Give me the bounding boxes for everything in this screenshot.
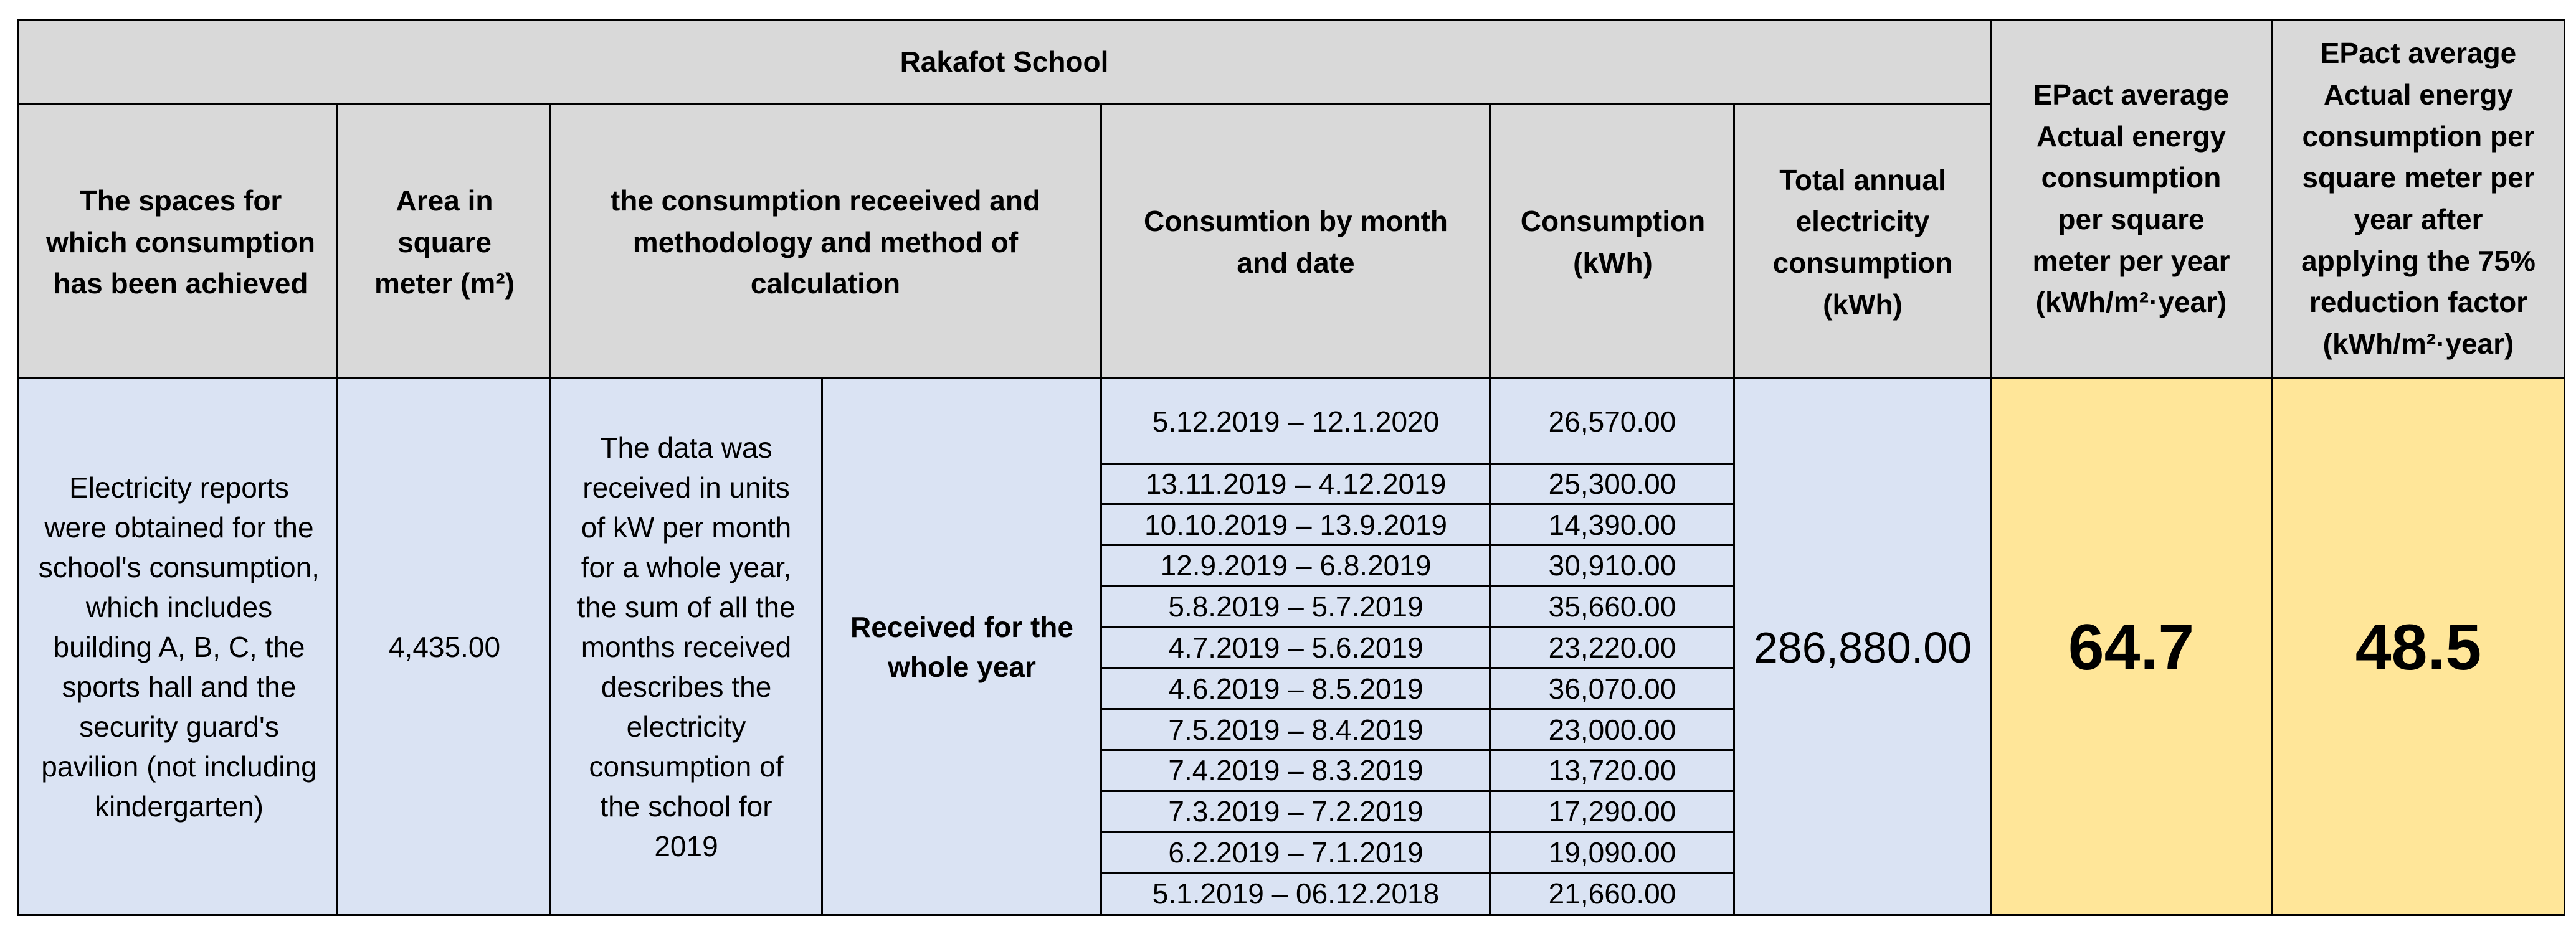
month-kwh: 17,290.00: [1548, 795, 1676, 828]
month-period: 4.6.2019 – 8.5.2019: [1168, 672, 1423, 705]
school-name: Rakafot School: [19, 19, 1990, 105]
month-period: 10.10.2019 – 13.9.2019: [1144, 508, 1447, 541]
month-period: 5.1.2019 – 06.12.2018: [1152, 877, 1440, 910]
month-kwh: 13,720.00: [1548, 754, 1676, 787]
month-period: 4.7.2019 – 5.6.2019: [1168, 631, 1423, 664]
border-methodology-split: [821, 377, 823, 916]
month-kwh: 25,300.00: [1548, 467, 1676, 500]
border-right: [2564, 19, 2565, 916]
border-after-spaces: [336, 103, 338, 916]
border-under-header: [17, 377, 2565, 379]
border-epact-split: [2271, 19, 2273, 916]
border-under-title: [17, 103, 1992, 105]
month-kwh: 35,660.00: [1548, 590, 1676, 623]
border-left: [17, 19, 19, 916]
month-kwh: 26,570.00: [1548, 405, 1676, 438]
header-area: Area in square meter (m²): [340, 106, 549, 379]
month-period: 5.8.2019 – 5.7.2019: [1168, 590, 1423, 623]
header-by-month: Consumtion by month and date: [1103, 106, 1489, 379]
epact-reduced-value: 48.5: [2355, 611, 2482, 684]
month-period: 6.2.2019 – 7.1.2019: [1168, 836, 1423, 869]
month-period: 7.5.2019 – 8.4.2019: [1168, 713, 1423, 746]
month-kwh: 19,090.00: [1548, 836, 1676, 869]
spaces-description: Electricity reports were obtained for the school's consumption, which includes building A, B, C, the sports hall and the security guard's pavilion (not including kindergarten): [38, 471, 320, 823]
month-kwh: 30,910.00: [1548, 549, 1676, 582]
month-kwh: 21,660.00: [1548, 877, 1676, 910]
total-annual-value: 286,880.00: [1753, 623, 1972, 672]
received-label: Received for the whole year: [850, 611, 1073, 683]
border-after-period: [1489, 103, 1491, 916]
methodology-text: The data was received in units of kW per month for a whole year, the sum of all the months received describes the electricity consumption of the school for 2019: [577, 432, 796, 862]
border-after-methodology: [1100, 103, 1102, 916]
border-after-kwh: [1733, 103, 1735, 916]
month-period: 12.9.2019 – 6.8.2019: [1160, 549, 1432, 582]
month-kwh: 36,070.00: [1548, 672, 1676, 705]
epact-average-value: 64.7: [2068, 611, 2195, 684]
border-top: [17, 19, 2565, 21]
border-after-total: [1990, 19, 1992, 916]
header-spaces: The spaces for which consumption has been achieved: [25, 106, 336, 379]
header-consumption-received: the consumption receeived and methodology and method of calculation: [551, 106, 1100, 379]
month-period: 7.4.2019 – 8.3.2019: [1168, 754, 1423, 787]
month-period: 13.11.2019 – 4.12.2019: [1145, 467, 1447, 500]
header-consumption-kwh: Consumption (kWh): [1491, 106, 1734, 379]
border-after-area: [549, 103, 551, 916]
header-epact-reduced: EPact average Actual energy consumption per square meter per year after applying the 75% reduction factor (kWh/m²·year): [2273, 19, 2564, 379]
month-kwh: 14,390.00: [1548, 508, 1676, 541]
month-period: 5.12.2019 – 12.1.2020: [1152, 405, 1440, 438]
area-value: 4,435.00: [388, 631, 501, 664]
header-epact-average: EPact average Actual energy consumption per square meter per year (kWh/m²·year): [1991, 19, 2271, 379]
month-kwh: 23,220.00: [1548, 631, 1676, 664]
header-total-annual: Total annual electricity consumption (kWh): [1735, 106, 1990, 379]
month-kwh: 23,000.00: [1548, 713, 1676, 746]
month-period: 7.3.2019 – 7.2.2019: [1168, 795, 1423, 828]
border-bottom: [17, 914, 2565, 916]
